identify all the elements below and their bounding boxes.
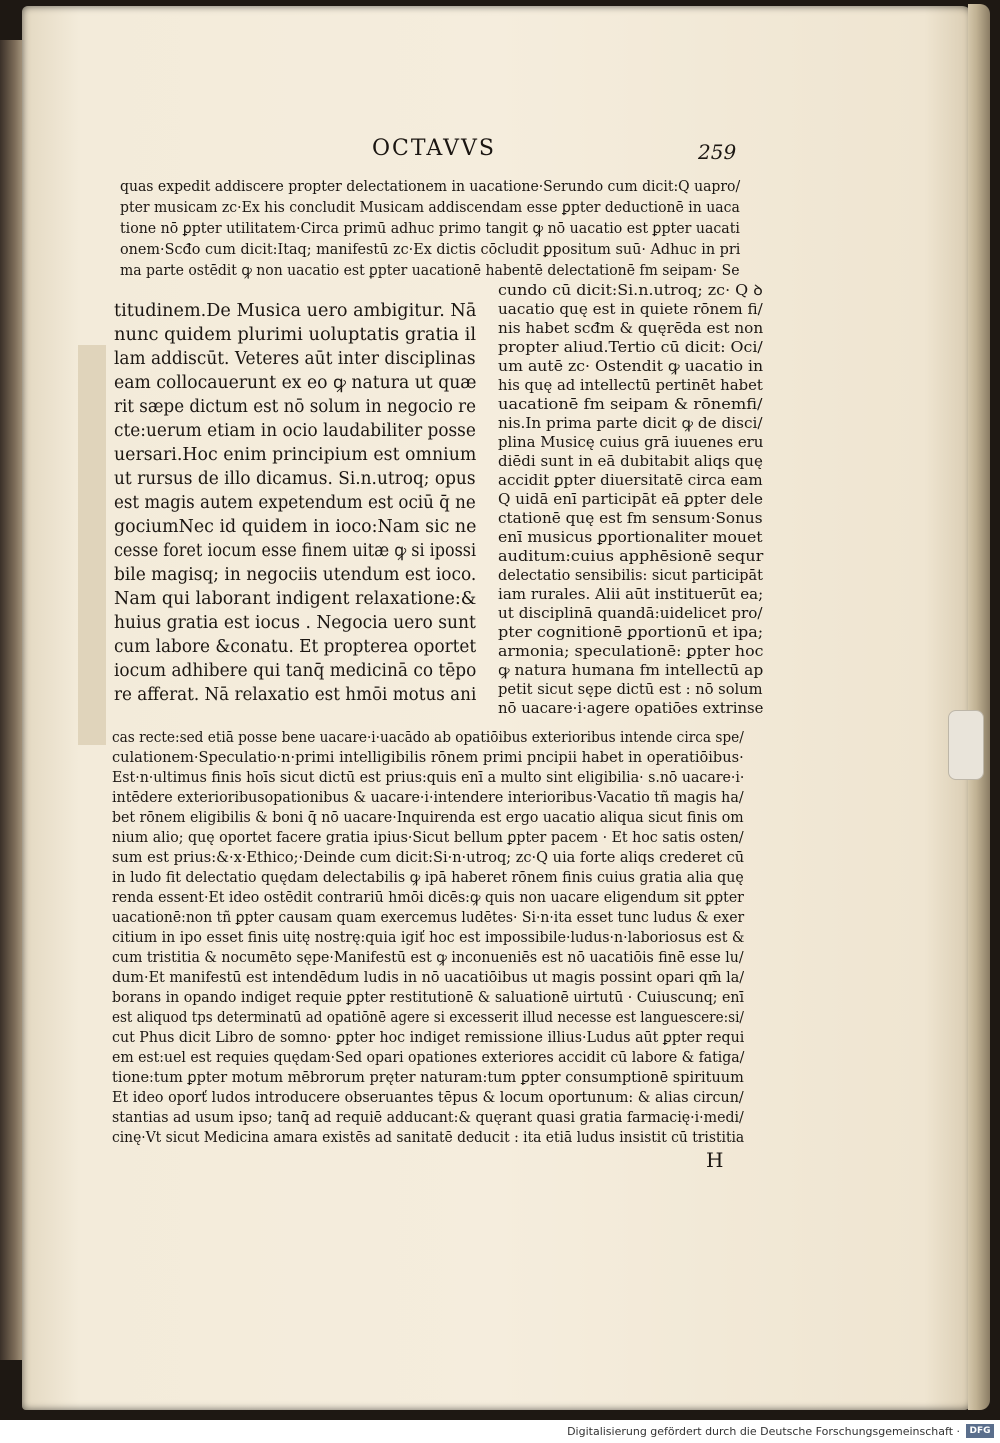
text-line: cte:uerum etiam in ocio laudabiliter posse [114,421,476,441]
top-line: ma parte ostēdit ꝙ non uacatio est ꝑpter uacationē habentē delectationē fm seipam· Se [120,261,740,279]
text-line: re afferat. Nā relaxatio est hmōi motus ani [114,685,477,705]
top-line: quas expedit addiscere propter delectationem in uacatione·Serundo cum dicit:Q uapro/ [120,177,741,195]
text-line: eam collocauerunt ex eo ꝙ natura ut quæ [114,373,477,393]
bottom-line: stantias ad usum ipso; tanq̄ ad requiē adducant:& quęrant quasi gratia farmacię·i·medi/ [112,1110,744,1126]
text-line: cum labore &conatu. Et propterea oportet [114,637,477,657]
bottom-line: Et ideo oporť ludos introducere obseruantes tēpus & locum oportunum: & alias circun/ [112,1090,744,1106]
text-line: cesse foret iocum esse finem uitæ ꝙ si ipossi [114,541,477,561]
commentary-line: propter aliud.Tertio cū dicit: Oci/ [498,340,763,356]
bottom-line: cas recte:sed etiā posse bene uacare·i·uacādo ab opatiōibus exterioribus intende circa spe/ [112,730,744,746]
text-line: huius gratia est iocus . Negocia uero sunt [114,613,476,633]
commentary-line: ꝙ natura humana fm intellectū ap [498,663,764,679]
bottom-line: em est:uel est requies quędam·Sed opari opationes exteriores accidit cū labore & fatiga/ [112,1050,745,1066]
page-fore-edge [968,4,990,1410]
text-line: iocum adhibere qui tanq̄ medicinā co tēpo [114,661,477,681]
text-line: uersari.Hoc enim principium est omnium [114,445,477,465]
folio-number: 259 [698,140,737,164]
commentary-line: diēdi sunt in eā dubitabit aliqs quę [498,454,763,470]
text-line: rit sæpe dictum est nō solum in negocio re [114,397,477,417]
bottom-line: tione:tum ꝑpter motum mēbrorum pręter naturam:tum ꝑpter consumptionē spirituum [112,1070,744,1086]
bottom-line: cut Phus dicit Libro de somno· ꝑpter hoc indiget remissione illius·Ludus aūt ꝑpter requi [112,1030,745,1046]
paper-stain [78,345,106,745]
text-line: bile magisq; in negociis utendum est ioco. [114,565,477,585]
text-line: lam addiscūt. Veteres aūt inter disciplinas [114,349,476,369]
top-line: pter musicam zc·Ex his concludit Musicam addiscendam esse ꝑpter deductionē in uaca [120,198,740,216]
bottom-line: dum·Et manifestū est intendēdum ludis in nō uacatiōibus ut magis possint opari qm̄ la/ [112,970,745,986]
bottom-line: est aliquod tps determinatū ad opatiōnē agere si excesserit illud necesse est languescere:si/ [112,1010,744,1026]
commentary-line: pter cognitionē ꝑportionū et ipa; [498,625,764,641]
bookmark-tab [948,710,984,780]
bottom-line: in ludo fit delectatio quędam delectabilis ꝙ ipā haberet rōnem finis cuius gratia alia quę [112,870,744,886]
commentary-line: nō uacare·i·agere opatiōes extrinse [498,701,764,717]
bottom-line: bet rōnem eligibilis & boni q̄ nō uacare·Inquirenda est ergo uacatio aliqua sicut finis om [112,810,744,826]
commentary-line: nis habet scđm & quęrēda est non [498,321,764,337]
commentary-line: iam rurales. Alii aūt instituerūt ea; [498,587,764,603]
commentary-line: delectatio sensibilis: sicut participāt [498,568,763,584]
bottom-line: borans in opando indiget requie ꝑpter restitutionē & saluationē uirtutū · Cuiuscunq; enī [112,990,745,1006]
bottom-line: citium in ipo esset finis uitę nostrę:quia igiť hoc est impossibile·ludus·n·laboriosus est & [112,930,745,946]
bottom-line: uacationē:non tñ ꝑpter causam quam exercemus ludētes· Si·n·ita esset tunc ludus & exer [112,910,745,926]
commentary-line: um autē zc· Ostendit ꝙ uacatio in [498,359,764,375]
commentary-line: his quę ad intellectū pertinēt habet [498,378,763,394]
bottom-line: sum est prius:&·x·Ethico;·Deinde cum dicit:Si·n·utroq; zc·Q uia forte aliqs crederet cū [112,850,745,866]
text-line: nunc quidem plurimi uoluptatis gratia il [114,325,477,345]
bottom-line: renda essent·Et ideo ostēdit contrariū hmōi dicēs:ꝙ quis non uacare eligendum sit ꝑpter [112,890,744,906]
commentary-line: accidit ꝑpter diuersitatē circa eam [498,473,763,489]
top-line: tione nō ꝑpter utilitatem·Circa primū adhuc primo tangit ꝙ nō uacatio est ꝑpter uacati [120,219,740,237]
commentary-line: petit sicut sępe dictū est : nō solum [498,682,763,698]
commentary-line: enī musicus ꝑportionaliter mouet [498,530,763,546]
commentary-line: cundo cū dicit:Si.n.utroq; zc· Q ꝺ [498,283,763,299]
bottom-line: intēdere exterioribusopationibus & uacare·i·intendere interioribus·Vacatio tñ magis ha/ [112,790,744,806]
bottom-line: culationem·Speculatio·n·primi intelligibilis rōnem primi pncipii habet in operatiōibus· [112,750,744,766]
commentary-line: auditum:cuius apphēsionē sequr [498,549,764,565]
signature-mark: H [706,1148,724,1172]
bottom-line: cinę·Vt sicut Medicina amara existēs ad sanitatē deducit : ita etiā ludus insistit cū tristitia [112,1130,745,1146]
commentary-line: uacationē fm seipam & rōnemfi/ [498,397,763,413]
commentary-line: uacatio quę est in quiete rōnem fi/ [498,302,763,318]
bottom-line: Est·n·ultimus finis hoīs sicut dictū est prius:quis enī a multo sint eligibilia· s.nō uacare·i· [112,770,745,786]
page-sheet [22,6,972,1410]
text-line: est magis autem expetendum est ociū q̄ ne [114,493,476,513]
commentary-line: Q uidā enī participāt eā ꝑpter dele [498,492,763,508]
commentary-line: plina Musicę cuius grā iuuenes eru [498,435,764,451]
commentary-line: ctationē quę est fm sensum·Sonus [498,511,763,527]
text-line: Nam qui laborant indigent relaxatione:& [114,589,477,609]
text-line: titudinem.De Musica uero ambigitur. Nā [114,301,477,321]
commentary-line: ut disciplinā quandā:uidelicet pro/ [498,606,763,622]
bottom-line: cum tristitia & nocumēto sępe·Manifestū est ꝙ inconueniēs est nō uacatiōis finē esse lu/ [112,950,744,966]
dfg-logo: DFG [966,1424,994,1438]
running-head: OCTAVVS [372,136,496,161]
footer-credit: Digitalisierung gefördert durch die Deutsche Forschungsgemeinschaft · [567,1425,960,1438]
commentary-line: nis.In prima parte dicit ꝙ de disci/ [498,416,763,432]
text-line: gociumNec id quidem in ioco:Nam sic ne [114,517,477,537]
bottom-line: nium alio; quę oportet facere gratia ipius·Sicut bellum ꝑpter pacem · Et hoc satis osten/ [112,830,744,846]
commentary-line: armonia; speculationē: ꝑpter hoc [498,644,764,660]
top-line: onem·Scđo cum dicit:Itaq; manifestū zc·Ex dictis cōcludit ꝑpositum suū· Adhuc in pri [120,240,741,258]
text-line: ut rursus de illo dicamus. Si.n.utroq; opus [114,469,476,489]
